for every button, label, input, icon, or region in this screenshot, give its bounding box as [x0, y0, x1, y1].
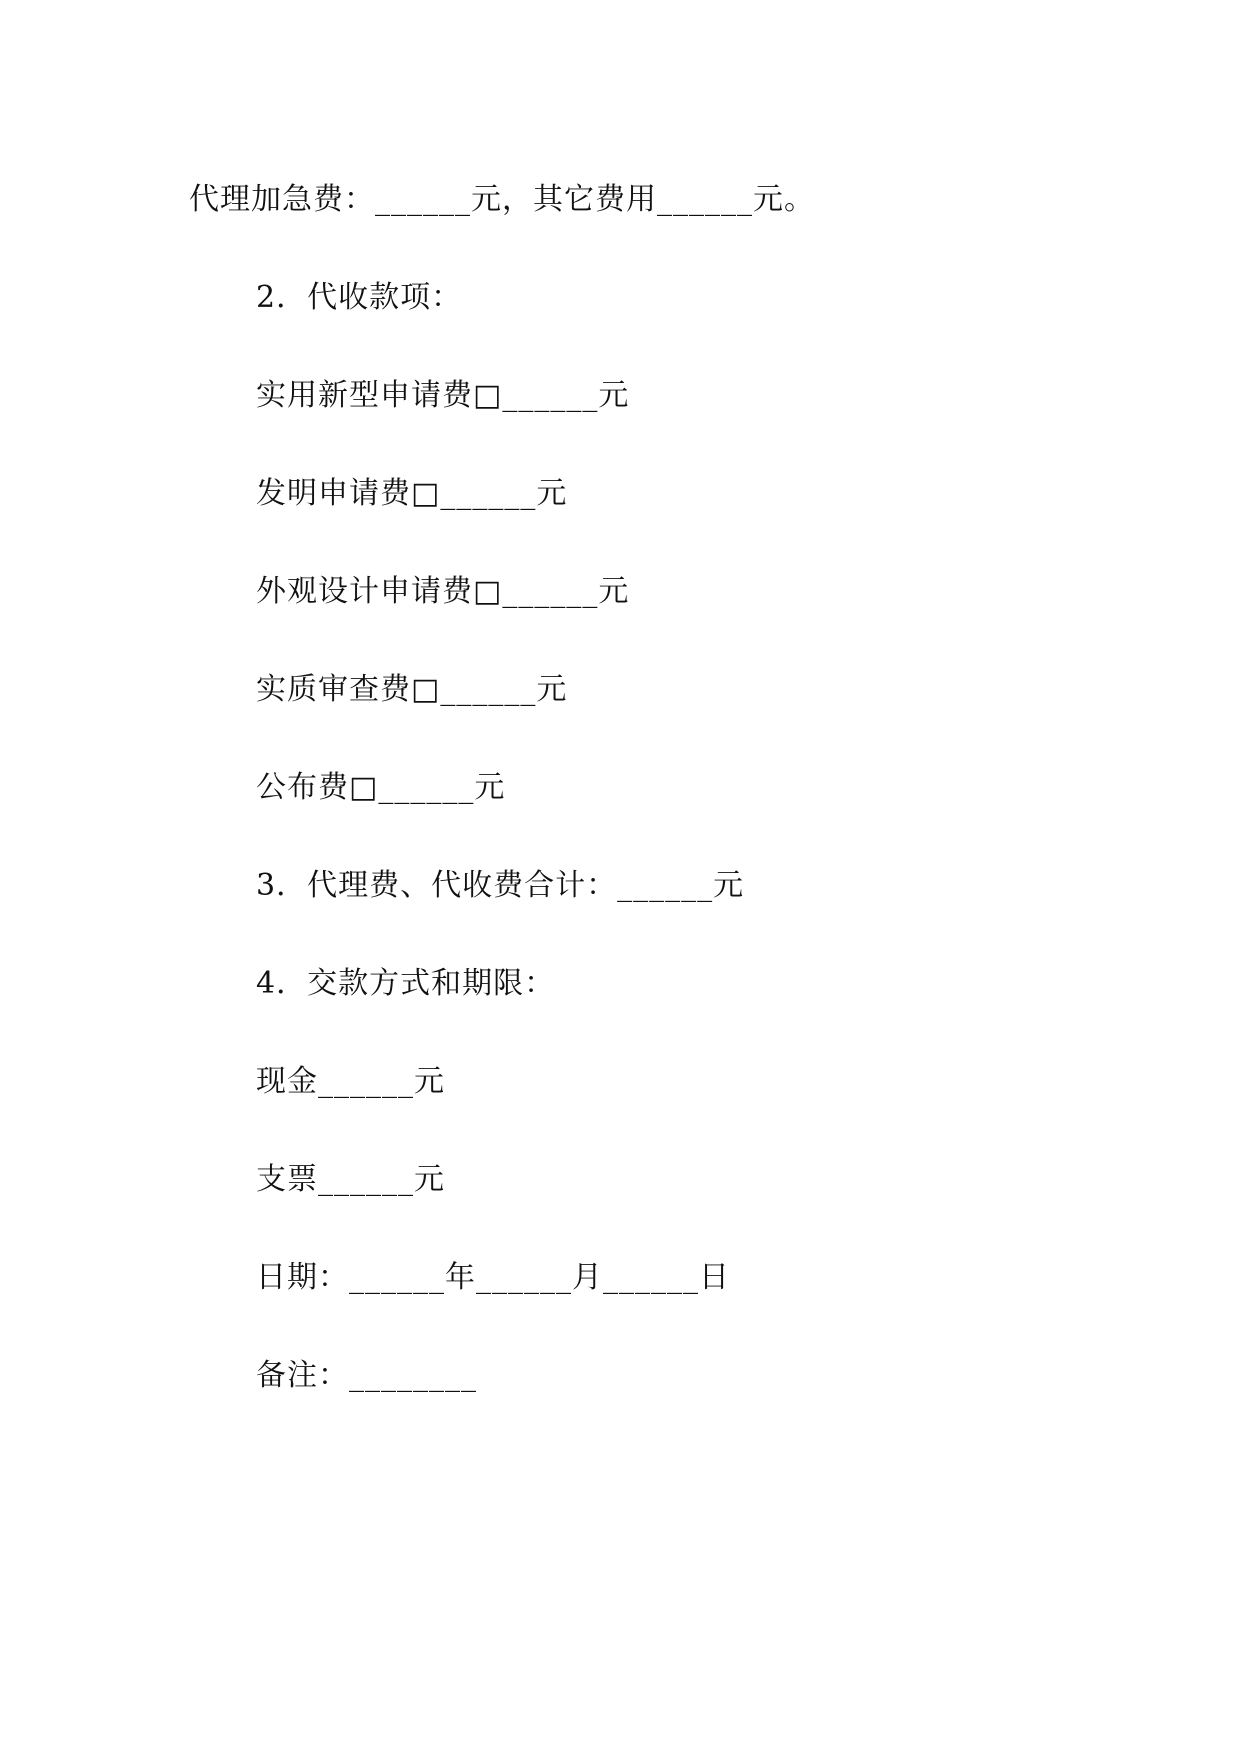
utility-model-fee-line: 实用新型申请费□______元	[256, 378, 630, 413]
remarks-line: 备注：________	[256, 1358, 477, 1393]
design-fee-line: 外观设计申请费□______元	[256, 574, 630, 609]
total-fee-line: 3．代理费、代收费合计：______元	[256, 868, 745, 903]
check-line: 支票______元	[256, 1162, 445, 1197]
publication-fee-line: 公布费□______元	[256, 770, 506, 805]
agency-rush-fee-line: 代理加急费：______元，其它费用______元。	[189, 182, 815, 217]
collection-items-heading: 2．代收款项：	[256, 280, 463, 315]
substantive-exam-fee-line: 实质审查费□______元	[256, 672, 568, 707]
cash-line: 现金______元	[256, 1064, 445, 1099]
invention-fee-line: 发明申请费□______元	[256, 476, 568, 511]
date-line: 日期：______年______月______日	[256, 1260, 730, 1295]
payment-method-heading: 4．交款方式和期限：	[256, 966, 556, 1001]
